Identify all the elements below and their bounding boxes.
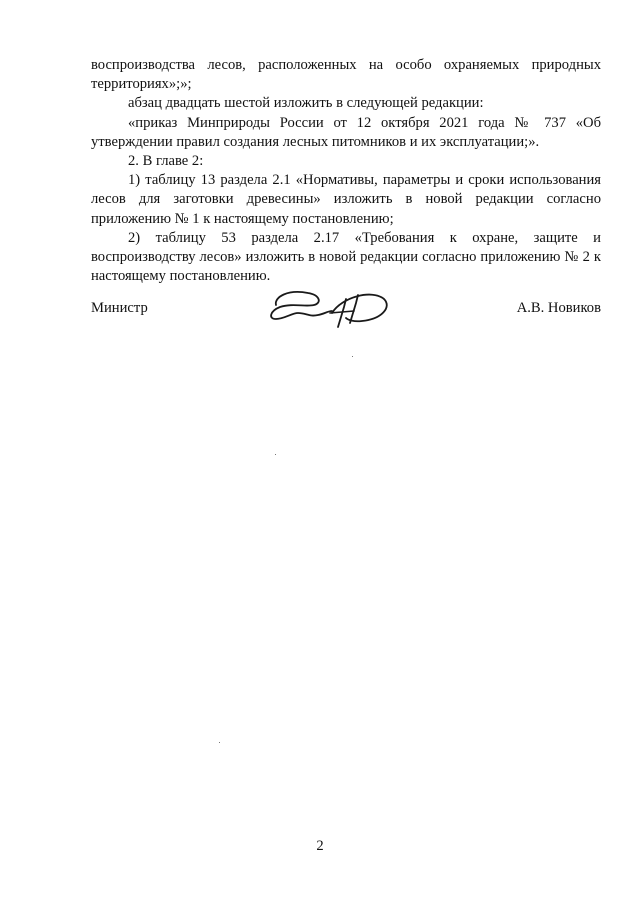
scan-speck	[275, 454, 276, 455]
paragraph-continuation: воспроизводства лесов, расположенных на особо охраняемых природных территориях»;»;	[91, 57, 601, 93]
paragraph-chapter-heading: 2. В главе 2:	[128, 153, 204, 170]
page-number: 2	[316, 838, 324, 854]
scan-speck	[352, 356, 353, 357]
signatory-title: Министр	[91, 300, 148, 316]
paragraph-item-2: 2) таблицу 53 раздела 2.17 «Требования к охране, защите и воспроизводству лесов» изложить в новой редакции согласно приложению № 2 к настоящему постановлению.	[91, 229, 601, 285]
signatory-name: А.В. Новиков	[516, 300, 601, 316]
body-text	[91, 56, 601, 286]
paragraph-quote: «приказ Минприроды России от 12 октября 2021 года № 737 «Об утверждении правил создания лесных питомников и их эксплуатации;».	[91, 114, 601, 150]
paragraph-item-1: 1) таблицу 13 раздела 2.1 «Нормативы, параметры и сроки использования лесов для заготовки древесины» изложить в новой редакции согласно приложению № 1 к настоящему постановлению;	[91, 172, 601, 227]
handwritten-signature-icon	[262, 283, 392, 331]
paragraph-instruction: абзац двадцать шестой изложить в следующей редакции:	[128, 95, 484, 112]
scan-speck	[219, 742, 220, 743]
